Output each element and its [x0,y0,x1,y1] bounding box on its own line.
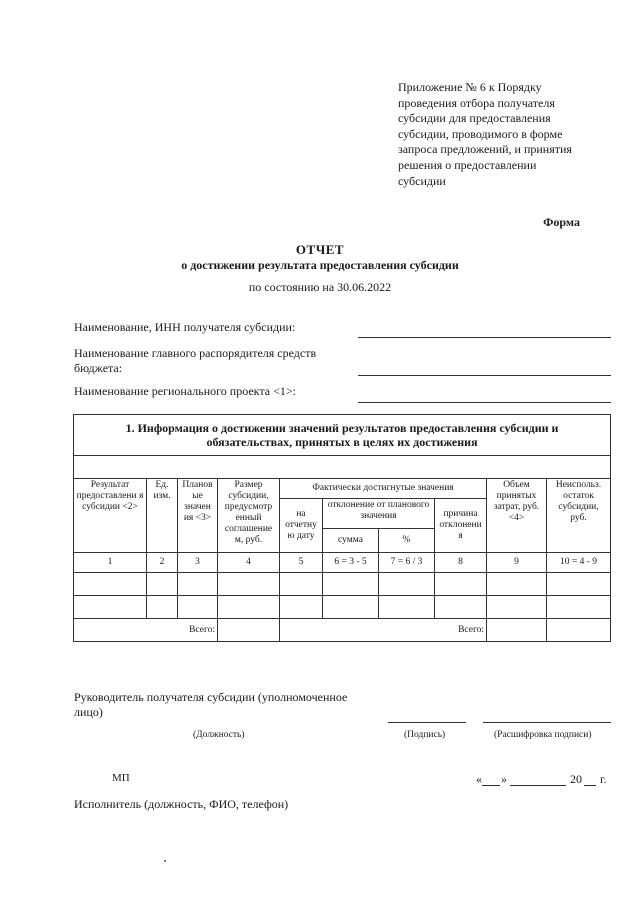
manager-label-line1: Наименование главного распорядителя средств [74,346,317,360]
table-cell[interactable] [74,596,147,619]
column-number: 1 [74,553,147,573]
date-open-quote: « [476,772,482,786]
header-percent: % [379,529,435,553]
head-label-line1: Руководитель получателя субсидии (уполномоченное [74,690,348,704]
date-year-suffix: г. [600,772,607,786]
date-year: 20 [570,772,582,786]
total-unused-cell[interactable] [547,619,611,642]
table-cell[interactable] [280,573,323,596]
table-row [74,596,611,619]
appendix-line: субсидии, проводимого в форме [398,126,563,141]
table-cell[interactable] [547,596,611,619]
head-label-line2: лицо) [74,705,103,719]
section-title: 1. Информация о достижении значений результатов предоставления субсидии и обязательствах, принятых в целях их достижения [74,415,611,456]
total-label: Всего: [74,619,218,642]
manager-label-line2: бюджета: [74,361,123,375]
date-close-quote: » [501,772,507,786]
header-result: Результат предоставлени я субсидии <2> [74,479,147,553]
project-label: Наименование регионального проекта <1>: [74,384,296,398]
header-actual-group: Фактически достигнутые значения [280,479,487,499]
stamp-place: МП [112,772,130,784]
date-year-field[interactable] [584,785,596,786]
appendix-line: Приложение № 6 к Порядку [398,80,542,94]
table-cell[interactable] [547,573,611,596]
manager-label [74,346,316,376]
total-size-cell[interactable] [218,619,280,642]
date-day-field[interactable] [482,785,500,786]
table-cell[interactable] [435,573,487,596]
page-title: ОТЧЕТ [295,242,345,257]
header-planned: Планов ые значен ия <3> [178,479,218,553]
column-number: 8 [435,553,487,573]
header-unused: Неиспольз. остаток субсидии, руб. [547,479,611,553]
appendix-line: субсидии [398,173,446,188]
signature-decode-field[interactable] [483,722,611,723]
form-label: Форма [543,215,580,229]
header-reason: причина отклонени я [435,499,487,553]
table-cell[interactable] [323,573,379,596]
column-number: 7 = 6 / 3 [379,553,435,573]
executor-label: Исполнитель (должность, ФИО, телефон) [74,797,289,811]
column-number: 6 = 3 - 5 [323,553,379,573]
table-cell[interactable] [147,573,178,596]
total-label: Всего: [280,619,487,642]
appendix-line: решения о предоставлении [398,157,537,172]
header-deviation-group: отклонение от планового значения [323,499,435,529]
position-caption: (Должность) [193,730,245,740]
column-number: 5 [280,553,323,573]
table-cell[interactable] [379,573,435,596]
recipient-field[interactable] [358,337,611,338]
table-cell[interactable] [435,596,487,619]
date-month-field[interactable] [510,785,566,786]
appendix-line: запроса предложений, и принятия [398,142,572,157]
sign-caption: (Подпись) [404,730,446,740]
signature-field[interactable] [388,722,466,723]
table-cell[interactable] [487,596,547,619]
column-number: 2 [147,553,178,573]
column-number: 10 = 4 - 9 [547,553,611,573]
table-cell[interactable] [379,596,435,619]
total-volume-cell[interactable] [487,619,547,642]
project-field[interactable] [358,402,611,403]
table-cell[interactable] [323,596,379,619]
header-at-date: на отчетну ю дату [280,499,323,553]
column-number: 4 [218,553,280,573]
header-sum: сумма [323,529,379,553]
column-number: 3 [178,553,218,573]
blank-row [74,456,611,479]
appendix-line: проведения отбора получателя [398,95,555,110]
table-cell[interactable] [147,596,178,619]
table-cell[interactable] [487,573,547,596]
table-cell[interactable] [74,573,147,596]
table-cell[interactable] [178,573,218,596]
table-cell[interactable] [178,596,218,619]
appendix-line: субсидии для предоставления [398,111,551,126]
decode-caption: (Расшифровка подписи) [494,730,592,740]
total-row [74,619,611,642]
header-unit: Ед. изм. [147,479,178,553]
page-subtitle: о достижении результата предоставления субсидии [181,258,459,272]
table-cell[interactable] [218,596,280,619]
manager-field[interactable] [358,375,611,376]
column-number: 9 [487,553,547,573]
appendix-note [398,80,598,189]
head-label [74,690,347,720]
table-cell[interactable] [218,573,280,596]
header-size: Размер субсидии, предусмотр енный соглашение м, руб. [218,479,280,553]
scan-speck [164,860,166,862]
recipient-label: Наименование, ИНН получателя субсидии: [74,320,296,334]
header-volume: Объем принятых затрат, руб. <4> [487,479,547,553]
report-date: по состоянию на 30.06.2022 [248,280,392,294]
report-table [73,414,611,642]
table-row [74,573,611,596]
table-cell[interactable] [280,596,323,619]
